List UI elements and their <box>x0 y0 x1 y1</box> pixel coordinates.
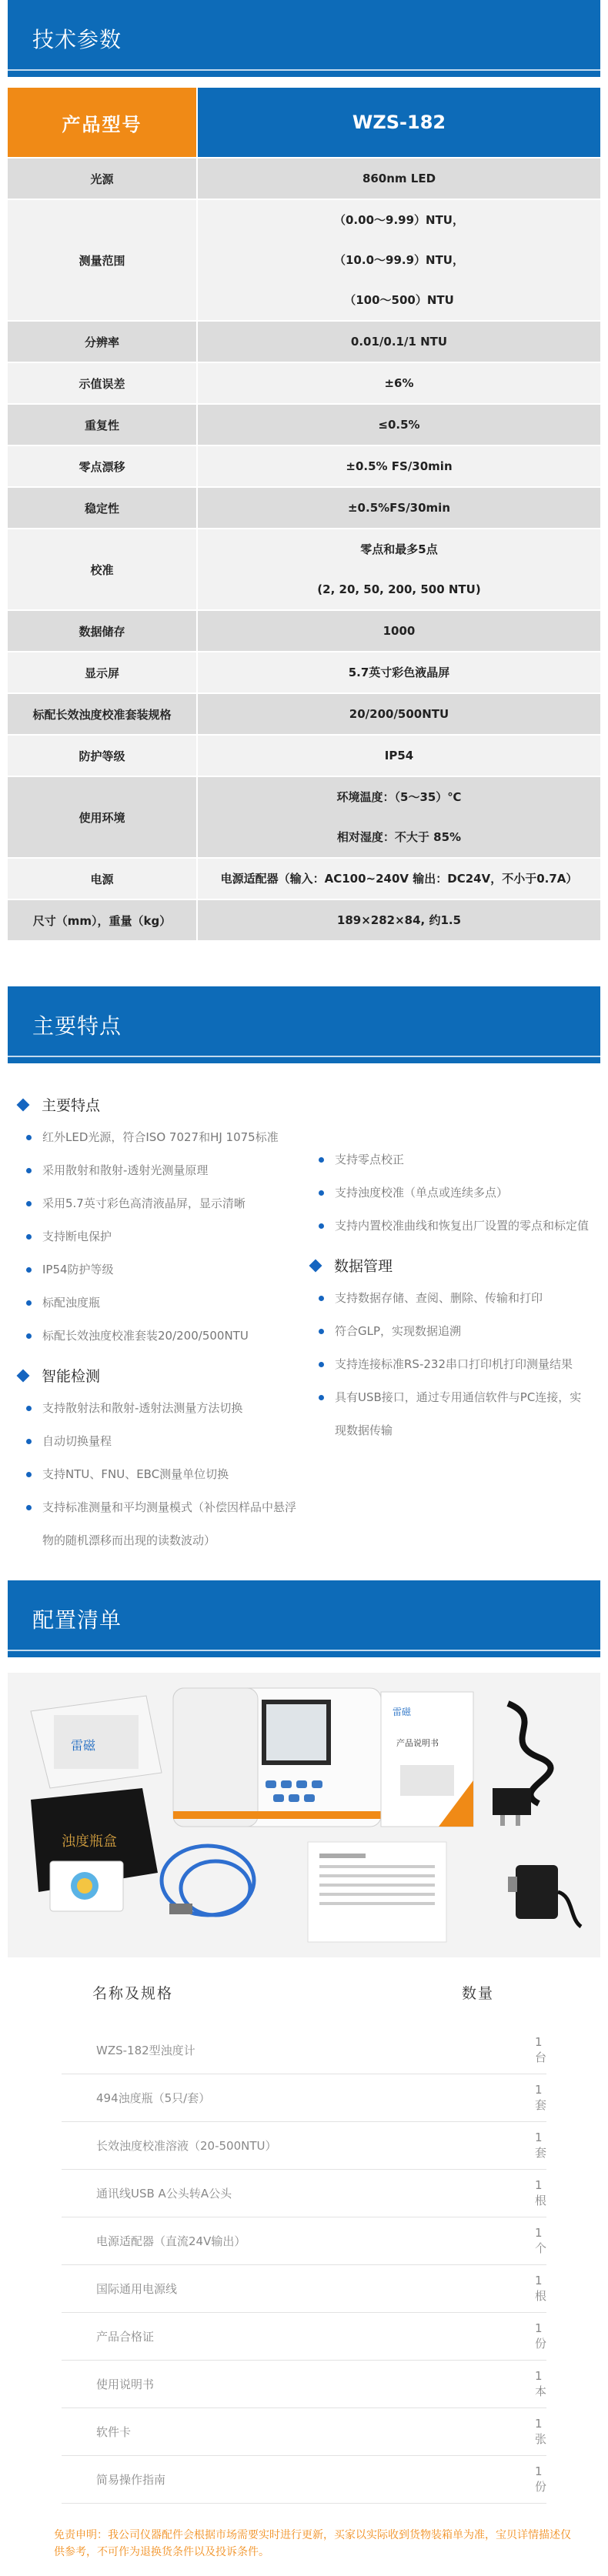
dot-bullet-icon <box>319 1190 324 1196</box>
spec-rows <box>8 157 600 940</box>
config-item-qty: 1份 <box>535 2464 547 2494</box>
config-item-qty: 1套 <box>535 2083 547 2112</box>
feature-group-title <box>15 1094 300 1115</box>
config-row <box>62 2361 546 2408</box>
feature-item-text: IP54防护等级 <box>42 1263 114 1276</box>
dot-bullet-icon <box>26 1439 32 1444</box>
dot-bullet-icon <box>319 1223 324 1229</box>
spec-value <box>198 488 600 528</box>
feature-item-text: 标配浊度瓶 <box>42 1296 101 1310</box>
spec-value <box>198 363 600 403</box>
spec-value <box>198 859 600 899</box>
feature-group-label: 主要特点 <box>42 1097 101 1114</box>
dot-bullet-icon <box>319 1329 324 1334</box>
disclaimer-text: 免责申明：我公司仪器配件会根据市场需要实时进行更新，买家以实际收到货物装箱单为准，宝贝详情描述仅供参考，不可作为退换货条件以及投诉条件。 <box>54 2529 571 2558</box>
manual-image <box>381 1692 473 1827</box>
features-section-title: 主要特点 <box>32 1013 122 1039</box>
features-section-banner <box>8 986 600 1063</box>
spec-row <box>8 320 600 362</box>
spec-row <box>8 445 600 486</box>
config-row <box>62 2217 546 2265</box>
feature-item <box>15 1286 300 1320</box>
spec-value-line: 0.01/0.1/1 NTU <box>350 335 448 349</box>
spec-value-line: 相对湿度：不大于 85% <box>336 830 462 844</box>
spec-value <box>198 736 600 776</box>
feature-group <box>15 1365 300 1557</box>
features-right-column <box>300 1094 593 1570</box>
spec-value <box>198 611 600 651</box>
spec-row <box>8 199 600 320</box>
feature-group <box>308 1255 593 1447</box>
feature-group-label: 智能检测 <box>42 1368 101 1385</box>
spec-key: 零点漂移 <box>8 446 196 486</box>
config-item-name: WZS-182型浊度计 <box>96 2044 195 2057</box>
config-item-name: 国际通用电源线 <box>96 2282 178 2296</box>
config-row <box>62 2265 546 2313</box>
spec-value-line: 电源适配器（输入：AC100~240V 输出：DC24V，不小于0.7A） <box>220 872 578 886</box>
feature-item-text: 支持内置校准曲线和恢复出厂设置的零点和标定值 <box>335 1219 590 1233</box>
config-col-name: 名称及规格 <box>92 1984 174 2002</box>
feature-item-text: 支持NTU、FNU、EBC测量单位切换 <box>42 1467 229 1481</box>
spec-value-line: 5.7英寸彩色液晶屏 <box>348 666 450 679</box>
spec-header-key: 产品型号 <box>8 88 196 157</box>
feature-group-label: 数据管理 <box>334 1258 393 1275</box>
feature-item <box>15 1253 300 1286</box>
config-item-qty: 1套 <box>535 2131 547 2160</box>
spec-value <box>198 158 600 199</box>
dot-bullet-icon <box>26 1168 32 1173</box>
spec-value <box>198 446 600 486</box>
config-section-title: 配置清单 <box>32 1607 122 1633</box>
spec-header-value: WZS-182 <box>198 88 600 157</box>
dot-bullet-icon <box>26 1472 32 1477</box>
feature-item-text: 支持零点校正 <box>335 1153 405 1166</box>
feature-group <box>15 1094 300 1353</box>
feature-group <box>308 1143 593 1243</box>
spec-value-line: 环境温度：（5～35）℃ <box>336 790 462 804</box>
config-item-name: 长效浊度校准溶液（20-500NTU） <box>96 2139 277 2153</box>
spec-key: 使用环境 <box>8 777 196 857</box>
config-item-name: 简易操作指南 <box>96 2473 166 2487</box>
spec-value-line: ±0.5% FS/30min <box>346 459 453 473</box>
dot-bullet-icon <box>26 1505 32 1510</box>
config-row <box>62 2170 546 2217</box>
config-row <box>62 2313 546 2361</box>
spec-key: 分辨率 <box>8 322 196 362</box>
spec-value-line: （0.00～9.99）NTU， <box>334 213 464 227</box>
spec-value-line: ±0.5%FS/30min <box>347 501 451 515</box>
dot-bullet-icon <box>319 1395 324 1400</box>
feature-item <box>308 1176 593 1210</box>
config-item-qty: 1张 <box>535 2417 547 2446</box>
dot-bullet-icon <box>319 1157 324 1163</box>
certificate-papers-image <box>308 1842 446 1942</box>
feature-item-text: 红外LED光源，符合ISO 7027和HJ 1075标准 <box>42 1130 279 1144</box>
spec-value-line: 20/200/500NTU <box>349 707 449 721</box>
spec-value <box>198 694 600 734</box>
spec-row <box>8 651 600 692</box>
config-item-name: 产品合格证 <box>96 2330 155 2344</box>
manual-brand: 雷磁 <box>393 1707 412 1717</box>
config-item-name: 494浊度瓶（5只/套） <box>96 2091 211 2105</box>
feature-item <box>15 1425 300 1458</box>
feature-item-text: 采用5.7英寸彩色高清液晶屏，显示清晰 <box>42 1196 246 1210</box>
spec-value <box>198 322 600 362</box>
spec-key: 尺寸（mm），重量（kg） <box>8 900 196 940</box>
diamond-bullet-icon <box>17 1098 30 1111</box>
feature-item <box>15 1320 300 1353</box>
spec-key: 电源 <box>8 859 196 899</box>
config-item-qty: 1根 <box>535 2274 547 2303</box>
spec-key: 显示屏 <box>8 652 196 692</box>
diamond-bullet-icon <box>17 1369 30 1382</box>
feature-item <box>15 1220 300 1253</box>
config-row <box>62 2122 546 2170</box>
tech-section-title: 技术参数 <box>32 27 122 52</box>
config-item-name: 使用说明书 <box>96 2377 155 2391</box>
spec-row <box>8 157 600 199</box>
feature-item-text: 自动切换量程 <box>42 1434 112 1448</box>
spec-row <box>8 857 600 899</box>
spec-value-line: 860nm LED <box>362 172 436 185</box>
config-item-qty: 1份 <box>535 2321 547 2351</box>
diamond-bullet-icon <box>309 1259 322 1272</box>
feature-item <box>15 1187 300 1220</box>
dot-bullet-icon <box>26 1201 32 1206</box>
tech-section-banner <box>8 0 600 77</box>
dot-bullet-icon <box>26 1333 32 1339</box>
spec-value-line: 1000 <box>383 624 416 638</box>
spec-value-line: (2, 20, 50, 200, 500 NTU) <box>317 582 481 596</box>
spec-value-line: 零点和最多5点 <box>360 542 438 556</box>
spec-row <box>8 734 600 776</box>
feature-item-text: 支持浊度校准（单点或连续多点） <box>335 1186 509 1200</box>
spec-key: 重复性 <box>8 405 196 445</box>
feature-group-title <box>15 1365 300 1386</box>
software-card-image <box>50 1861 123 1911</box>
config-section-banner <box>8 1580 600 1657</box>
feature-item-text: 支持散射法和散射-透射法测量方法切换 <box>42 1401 243 1415</box>
features-left-column <box>15 1094 300 1570</box>
feature-item-text: 采用散射和散射-透射光测量原理 <box>42 1163 209 1177</box>
dot-bullet-icon <box>26 1267 32 1273</box>
config-row <box>62 2408 546 2456</box>
spec-row <box>8 403 600 445</box>
dot-bullet-icon <box>319 1362 324 1367</box>
spec-row <box>8 692 600 734</box>
dot-bullet-icon <box>26 1135 32 1140</box>
config-row <box>62 2074 546 2122</box>
package-contents-photo <box>8 1673 600 1957</box>
feature-item <box>15 1154 300 1187</box>
feature-item <box>15 1458 300 1491</box>
features-body <box>0 1063 608 1570</box>
spec-value <box>198 529 600 609</box>
spec-key: 测量范围 <box>8 200 196 320</box>
spec-value <box>198 652 600 692</box>
dot-bullet-icon <box>26 1300 32 1306</box>
spec-value-line: 189×282×84, 约1.5 <box>336 913 462 927</box>
feature-item <box>308 1143 593 1176</box>
feature-item-text: 支持连接标准RS-232串口打印机打印测量结果 <box>335 1357 573 1371</box>
instrument-image <box>173 1688 381 1827</box>
config-row <box>62 2456 546 2504</box>
config-table <box>8 1957 600 2504</box>
spec-row <box>8 609 600 651</box>
spec-row <box>8 528 600 609</box>
config-item-qty: 1个 <box>535 2226 547 2255</box>
config-row <box>62 2027 546 2074</box>
manual-title: 产品说明书 <box>396 1739 439 1748</box>
feature-item <box>308 1315 593 1348</box>
bottle-box-image <box>31 1696 162 1788</box>
spec-key: 校准 <box>8 529 196 609</box>
feature-item <box>308 1348 593 1381</box>
black-box-label: 浊度瓶盒 <box>62 1834 117 1849</box>
bottle-box-brand: 雷磁 <box>71 1740 96 1753</box>
feature-group-title <box>308 1255 593 1276</box>
feature-item <box>308 1210 593 1243</box>
spec-value-line: ±6% <box>384 376 414 390</box>
feature-item <box>15 1121 300 1154</box>
config-rows <box>8 2027 600 2504</box>
spec-key: 数据储存 <box>8 611 196 651</box>
spec-key: 防护等级 <box>8 736 196 776</box>
spec-key: 示值误差 <box>8 363 196 403</box>
config-item-qty: 1台 <box>535 2035 547 2064</box>
feature-item-text: 符合GLP，实现数据追溯 <box>335 1324 462 1338</box>
config-item-name: 软件卡 <box>96 2425 132 2439</box>
feature-item <box>308 1282 593 1315</box>
feature-item <box>308 1381 593 1447</box>
spec-key: 标配长效浊度校准套装规格 <box>8 694 196 734</box>
spec-row <box>8 486 600 528</box>
dot-bullet-icon <box>26 1406 32 1411</box>
spec-key: 稳定性 <box>8 488 196 528</box>
config-item-qty: 1本 <box>535 2369 547 2398</box>
config-item-qty: 1根 <box>535 2178 547 2207</box>
spec-value <box>198 405 600 445</box>
feature-item-text: 支持数据存储、查阅、删除、传输和打印 <box>335 1291 543 1305</box>
feature-item-text: 具有USB接口，通过专用通信软件与PC连接，实现数据传输 <box>335 1390 582 1437</box>
feature-item-text: 支持断电保护 <box>42 1230 112 1243</box>
config-table-header <box>8 1957 600 2027</box>
spec-row <box>8 362 600 403</box>
spec-row <box>8 899 600 940</box>
package-contents-illustration <box>8 1673 600 1957</box>
spec-header-row <box>8 88 600 157</box>
feature-item-text: 支持标准测量和平均测量模式（补偿因样品中悬浮物的随机漂移而出现的读数波动） <box>42 1500 297 1547</box>
spec-row <box>8 776 600 857</box>
spec-table <box>8 88 600 940</box>
spec-value <box>198 777 600 857</box>
spec-key: 光源 <box>8 158 196 199</box>
spec-value <box>198 200 600 320</box>
spec-value-line: ≤0.5% <box>378 418 420 432</box>
config-item-name: 通讯线USB A公头转A公头 <box>96 2187 232 2201</box>
spec-value-line: IP54 <box>384 749 414 762</box>
spec-value <box>198 900 600 940</box>
config-col-qty: 数量 <box>462 1984 495 2002</box>
config-item-name: 电源适配器（直流24V输出） <box>96 2234 246 2248</box>
spec-value-line: （10.0～99.9）NTU， <box>334 253 464 267</box>
feature-item <box>15 1392 300 1425</box>
dot-bullet-icon <box>319 1296 324 1301</box>
feature-item <box>15 1491 300 1557</box>
dot-bullet-icon <box>26 1234 32 1240</box>
feature-item-text: 标配长效浊度校准套装20/200/500NTU <box>42 1329 249 1343</box>
spec-value-line: （100～500）NTU <box>344 293 454 307</box>
